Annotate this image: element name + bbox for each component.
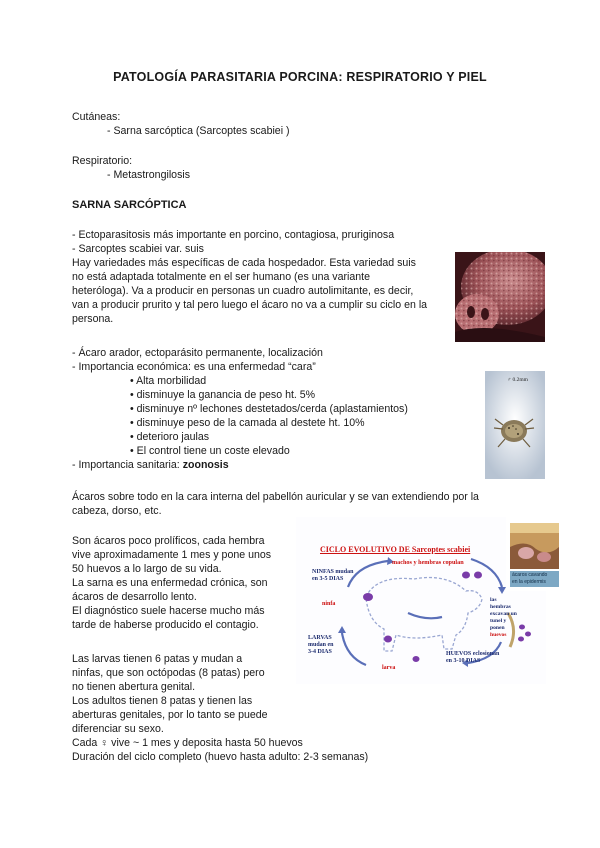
pig-snout-photo [455,252,545,342]
text-line: 50 huevos a lo largo de su vida. [72,563,222,575]
cycle-label-hembras-5: ponen [490,625,505,631]
cycle-label-hembras-6: huevos [490,632,507,638]
text-line: La sarna es una enfermedad crónica, son [72,577,268,589]
skin-section-photo [506,517,563,591]
text-line: Duración del ciclo completo (huevo hasta adulto: 2-3 semanas) [72,751,369,763]
text-line: vive aproximadamente 1 mes y pone unos [72,549,272,561]
bullet-item: • disminuye nº lechones destetados/cerda (aplastamientos) [130,403,408,415]
bullet-item: • disminuye la ganancia de peso ht. 5% [130,389,316,401]
mite-scale-label: ♂ 0.2mm [507,377,528,383]
bullet-item: • Alta morbilidad [130,375,207,387]
text-line: ácaros de desarrollo lento. [72,591,197,603]
cycle-label-larvas-1: LARVAS [308,635,332,641]
section-heading-sarna: SARNA SARCÓPTICA [72,199,187,211]
cycle-label-ninfas-2: en 3-5 DIAS [312,576,344,582]
text-line: cabeza, dorso, etc. [72,505,162,517]
text-line: El diagnóstico suele hacerse mucho más [72,605,265,617]
text-line: Cada ♀ vive ~ 1 mes y deposita hasta 50 huevos [72,737,303,749]
text-line-sanitaria [72,458,229,472]
cycle-label-larvas-3: 3-4 DIAS [308,649,332,655]
text-line: diferenciar su sexo. [72,723,164,735]
text-line: van a producir prurito y tal pero luego el ácaro no va a cumplir su ciclo en la [72,299,428,311]
mite-micrograph [485,371,545,479]
text-line: no tienen abertura genital. [72,681,196,693]
cutaneas-heading: Cutáneas: [72,111,121,123]
respiratorio-heading: Respiratorio: [72,155,133,167]
skin-caption-2: en la epidermis [512,579,546,585]
text-line: - Ácaro arador, ectoparásito permanente, localización [72,347,323,359]
cycle-label-ninfas-1: NINFAS mudan [312,569,354,575]
cycle-label-hembras-3: excavan un [490,611,517,617]
text-line: Hay variedades más específicas de cada hospedador. Esta variedad suis [72,257,416,269]
cycle-label-huevos-2: en 3-10 DIAS [446,658,481,664]
cycle-label-machos: machos y hembras copulan [392,559,464,566]
sanitaria-zoonosis: zoonosis [182,459,229,471]
text-line: - Importancia económica: es una enfermedad “cara” [72,361,316,373]
text-line: - Ectoparasitosis más importante en porcino, contagiosa, pruriginosa [72,229,395,241]
cycle-label-hembras-2: hembras [490,604,511,610]
text-line: no está adaptada totalmente en el ser humano (es una variante [72,271,371,283]
page-title: PATOLOGÍA PARASITARIA PORCINA: RESPIRATORIO Y PIEL [113,70,487,84]
text-line: Ácaros sobre todo en la cara interna del pabellón auricular y se van extendiendo por la [72,491,479,503]
cycle-label-hembras-1: las [490,597,497,603]
text-line: Los adultos tienen 8 patas y tienen las [72,695,253,707]
text-line: Las larvas tienen 6 patas y mudan a [72,653,243,665]
text-line: aberturas genitales, por lo tanto se puede [72,709,268,721]
text-line: persona. [72,313,114,325]
sanitaria-prefix: - Importancia sanitaria: [72,459,183,471]
bullet-item: • El control tiene un coste elevado [130,445,290,457]
cycle-label-larva: larva [382,665,396,671]
text-line: Son ácaros poco prolíficos, cada hembra [72,535,265,547]
skin-caption-1: ácaros cavando [512,572,548,578]
cycle-title: CICLO EVOLUTIVO DE Sarcoptes scabiei [320,545,471,554]
cycle-label-huevos-1: HUEVOS eclosionan [446,651,500,657]
cycle-label-larvas-2: mudan en [308,642,334,648]
cycle-label-ninfa: ninfa [322,601,336,607]
bullet-item: • deterioro jaulas [130,431,210,443]
text-line: ninfas, que son octópodas (8 patas) pero [72,667,265,679]
bullet-item: • disminuye peso de la camada al destete ht. 10% [130,417,365,429]
text-line: heteróloga). Va a producir en personas un cuadro autolimitante, es decir, [72,285,414,297]
cycle-label-hembras-4: tunel y [490,618,507,624]
cutaneas-item: - Sarna sarcóptica (Sarcoptes scabiei ) [107,125,290,137]
text-line: tarde de haberse producido el contagio. [72,619,259,631]
respiratorio-item: - Metastrongilosis [107,169,191,181]
text-line: - Sarcoptes scabiei var. suis [72,243,204,255]
